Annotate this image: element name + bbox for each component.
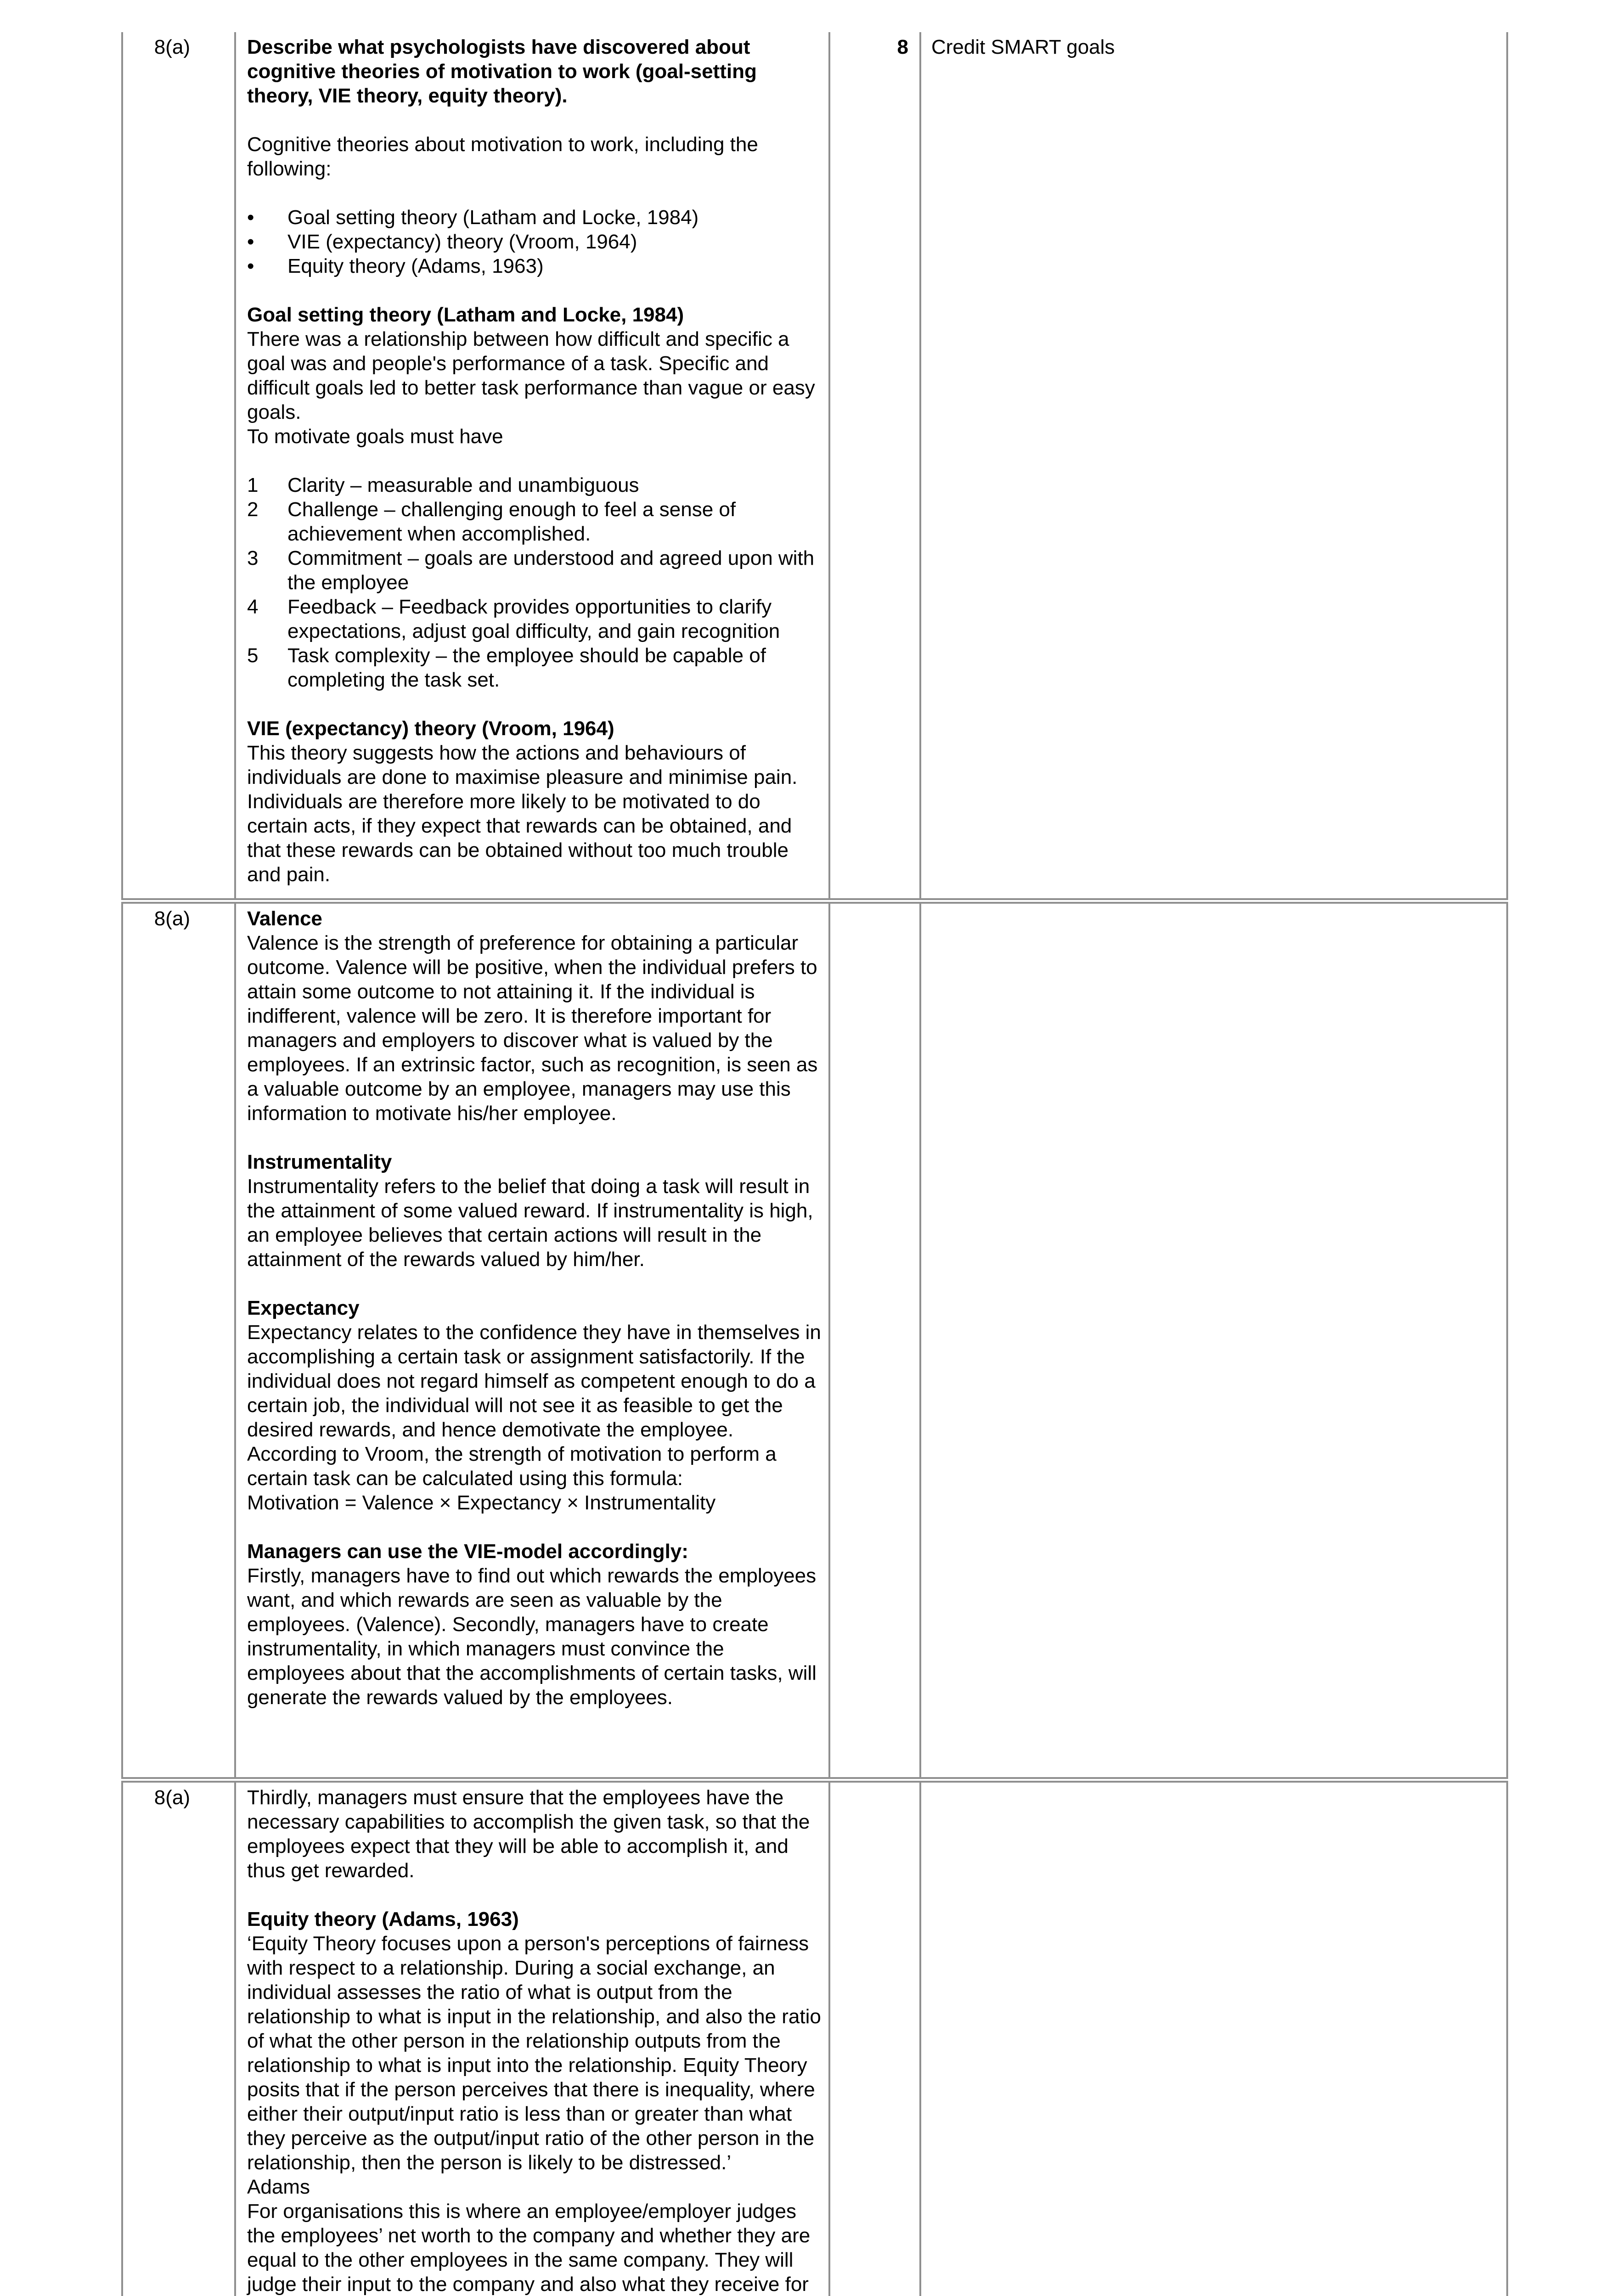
answer-cell (247, 1783, 824, 2296)
marks-value: 8 (897, 36, 908, 58)
column-divider (234, 1783, 236, 2296)
mark-scheme-row-3 (121, 1781, 1508, 2296)
quotation: ‘Equity Theory focuses upon a person's perceptions of fairness with respect to a relationship. During a social exchange, an individual assesses the ratio of what is output from the relationship to what is input in the relationship, and also the ratio of what the other person in the relationship outputs from the relationship to what is input into the relationship. Equity Theory posits that if the person perceives that there is inequality, where either their output/input ratio is less than or greater than what they perceive as the output/input ratio of the other person in the relationship, then the person is likely to be distressed.’ (247, 1932, 821, 2174)
column-divider (828, 904, 830, 1777)
list-item: 1 Clarity – measurable and unambiguous (247, 474, 639, 496)
section-heading: Expectancy (247, 1297, 360, 1319)
list-item: 3 Commitment – goals are understood and agreed upon with the employee (247, 547, 815, 594)
paragraph: Expectancy relates to the confidence they have in themselves in accomplishing a certain task or assignment satisfactorily. If the individual does not regard himself as competent enough to do a certain job, the individual will not see it as feasible to get the desired rewards, and hence demotivate the employee. (247, 1321, 821, 1441)
column-divider (919, 1783, 921, 2296)
question-heading: Describe what psychologists have discovered about cognitive theories of motivation to work (goal-setting theory, VIE theory, equity theory). (247, 36, 757, 107)
answer-cell (247, 904, 824, 1710)
paragraph: For organisations this is where an employee/employer judges the employees’ net worth to the company and whether they are equal to the other employees in the same company. They will judge their input to the company and also what they receive for (247, 2200, 811, 2296)
section-heading: VIE (expectancy) theory (Vroom, 1964) (247, 717, 614, 740)
question-number: 8(a) (154, 1786, 190, 1809)
section-heading: Equity theory (Adams, 1963) (247, 1908, 519, 1930)
list-item: • Equity theory (Adams, 1963) (247, 254, 824, 278)
paragraph: Instrumentality refers to the belief that doing a task will result in the attainment of some valued reward. If instrumentality is high, an employee believes that certain actions will result in the attainment of the rewards valued by him/her. (247, 1175, 813, 1271)
answer-cell (247, 32, 824, 887)
paragraph: Firstly, managers have to find out which rewards the employees want, and which rewards are seen as valuable by the employees. (Valence). Secondly, managers have to create instrumentality, in which managers must convince the employees about that the accomplishments of certain tasks, will generate the rewards valued by the employees. (247, 1564, 817, 1709)
question-number: 8(a) (154, 907, 190, 930)
section-heading: Valence (247, 907, 322, 930)
list-item: 5 Task complexity – the employee should be capable of completing the task set. (247, 644, 766, 691)
section-heading: Goal setting theory (Latham and Locke, 1984) (247, 304, 684, 326)
paragraph: There was a relationship between how difficult and specific a goal was and people's performance of a task. Specific and difficult goals led to better task performance than vague or easy goals. (247, 328, 815, 423)
paragraph: Thirdly, managers must ensure that the employees have the necessary capabilities to accomplish the given task, so that the employees expect that they will be able to accomplish it, and thus get rewarded. (247, 1786, 810, 1882)
formula-text: Motivation = Valence × Expectancy × Instrumentality (247, 1491, 716, 1514)
section-heading: Managers can use the VIE-model accordingly: (247, 1540, 688, 1563)
mark-scheme-row-1 (121, 32, 1508, 900)
paragraph: To motivate goals must have (247, 425, 503, 448)
list-item: • Goal setting theory (Latham and Locke, 1984) (247, 205, 824, 230)
column-divider (234, 32, 236, 898)
numbered-list (247, 473, 824, 692)
column-divider (919, 904, 921, 1777)
column-divider (234, 904, 236, 1777)
column-divider (828, 1783, 830, 2296)
list-item: 2 Challenge – challenging enough to feel a sense of achievement when accomplished. (247, 498, 736, 545)
theory-list (247, 205, 824, 278)
quotation-author: Adams (247, 2176, 310, 2198)
intro-text: Cognitive theories about motivation to work, including the following: (247, 133, 758, 180)
question-number: 8(a) (154, 36, 190, 58)
column-divider (828, 32, 830, 898)
paragraph: Valence is the strength of preference for obtaining a particular outcome. Valence will be positive, when the individual prefers to attain some outcome to not attaining it. If the individual is indifferent, valence will be zero. It is therefore important for managers and employers to discover what is valued by the employees. If an extrinsic factor, such as recognition, is seen as a valuable outcome by an employee, managers may use this information to motivate his/her employee. (247, 932, 818, 1125)
guidance-text: Credit SMART goals (931, 36, 1115, 58)
section-heading: Instrumentality (247, 1151, 392, 1173)
list-item: 4 Feedback – Feedback provides opportunities to clarify expectations, adjust goal difficulty, and gain recognition (247, 596, 780, 642)
column-divider (919, 32, 921, 898)
paragraph: This theory suggests how the actions and behaviours of individuals are done to maximise pleasure and minimise pain. Individuals are therefore more likely to be motivated to do certain acts, if they expect that rewards can be obtained, and that these rewards can be obtained without too much trouble and pain. (247, 742, 798, 886)
list-item: • VIE (expectancy) theory (Vroom, 1964) (247, 230, 824, 254)
paragraph: According to Vroom, the strength of motivation to perform a certain task can be calculated using this formula: (247, 1443, 777, 1490)
mark-scheme-row-2 (121, 902, 1508, 1779)
